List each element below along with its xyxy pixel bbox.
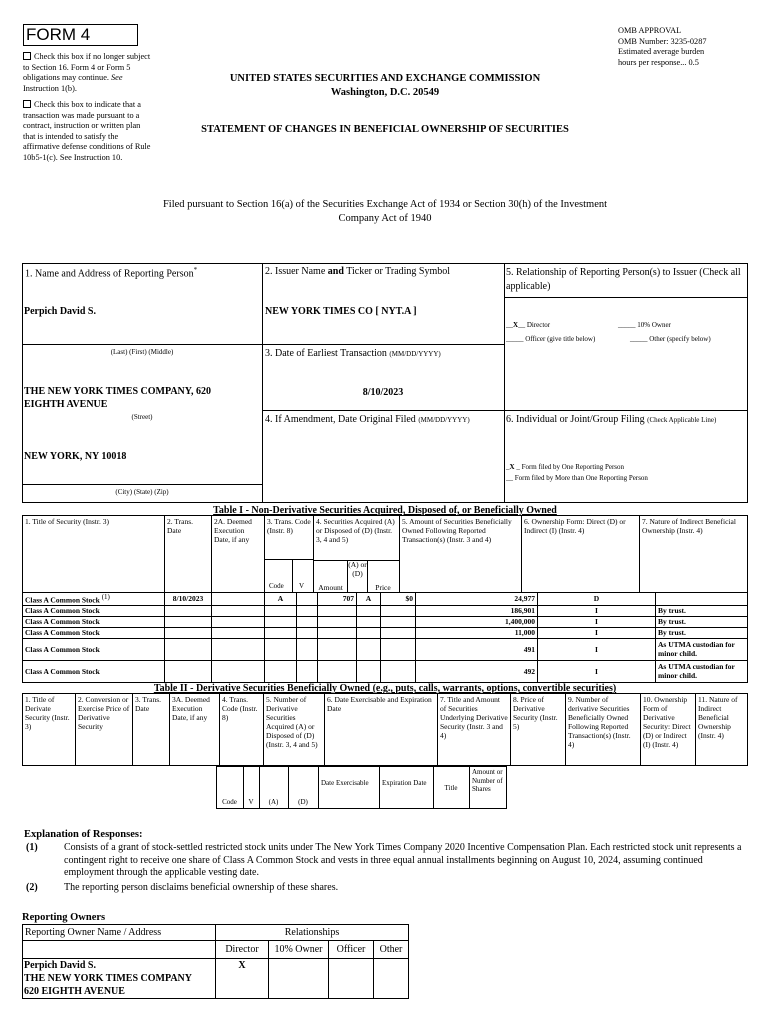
table1-code-sub: Code — [269, 582, 284, 590]
checkbox-no-longer-subject[interactable]: Check this box if no longer subject to Section 16. Form 4 or Form 5 obligations may continue. See Instruction 1(b). — [23, 52, 151, 93]
cell-deemed — [212, 593, 265, 606]
checkbox-rule-10b5[interactable]: Check this box to indicate that a transaction was made pursuant to a contract, instruction or written plan that is intended to satisfy the affirmative defense conditions of Rule 10b5-1(c). See Instruction 10. — [23, 100, 151, 162]
cell-aord — [357, 660, 381, 682]
omb-approval: OMB APPROVAL OMB Number: 3235-0287 Estimated average burden hours per response... 0.5 — [618, 26, 707, 67]
city-state-zip-label: (City) (State) (Zip) — [115, 488, 169, 496]
table-row — [23, 616, 748, 627]
other-option[interactable]: _____ Other (specify below) — [630, 335, 711, 343]
cell-deemed — [212, 660, 265, 682]
cell-v — [297, 605, 318, 616]
cell-title: Class A Common Stock $^{(1)}$ — [23, 593, 165, 606]
cell-price — [381, 638, 416, 660]
table2-header: 1. Title of Derivate Security (Instr. 3) 2. Conversion or Exercise Price of Derivative Security 3. Trans. Date 3A. Deemed Execution Date, if any 4. Trans. Code (Instr. 8) 5. Number of Derivative Securities Acquired (A) or Disposed of (D) (Instr. 3, 4 and 5) 6. Date Exercisable and Expiration Date 7. Title and Amount of Securities Underlying Derivative Security (Instr. 3 and 4) 8. Price of Derivative Security (Instr. 5) 9. Number of derivative Securities Beneficially Owned Following Reported Transaction(s) (Instr. 4) 10. Ownership Form of Derivative Security: Direct (D) or Indirect (I) (Instr. 4) 11. Nature of Indirect Beneficial Ownership (Instr. 4) — [22, 693, 748, 766]
name-parts-label: (Last) (First) (Middle) — [110, 348, 174, 356]
table2-date-ex-sub: Date Exercisable — [321, 779, 369, 787]
owner-address-2: 620 EIGHTH AVENUE — [24, 986, 125, 997]
cell-code — [265, 616, 297, 627]
cell-owned: 11,000 — [416, 627, 538, 638]
reporting-person-name: Perpich David S. — [24, 306, 96, 317]
table-row — [23, 638, 748, 660]
cell-price — [381, 627, 416, 638]
cell-date: 8/10/2023 — [165, 593, 212, 606]
box6-label: 6. Individual or Joint/Group Filing (Check Applicable Line) — [506, 414, 717, 425]
table1-v-sub: V — [299, 582, 305, 590]
reporting-person-city: NEW YORK, NY 10018 — [24, 451, 127, 462]
checkbox-icon[interactable] — [23, 100, 31, 108]
ten-pct-owner-option[interactable]: _____ 10% Owner — [618, 321, 671, 329]
cell-amount — [318, 627, 357, 638]
reporting-person-company: THE NEW YORK TIMES COMPANY, 620 EIGHTH AVENUE — [24, 386, 212, 410]
table-row — [23, 660, 748, 682]
cell-amount — [318, 605, 357, 616]
table2-code-sub: Code — [222, 798, 237, 806]
filing-one-person[interactable]: _X _ Form filed by One Reporting Person — [506, 463, 625, 471]
cell-nature: By trust. — [656, 616, 748, 627]
cell-deemed — [212, 616, 265, 627]
cell-amount — [318, 616, 357, 627]
cell-date — [165, 627, 212, 638]
cell-nature — [656, 593, 748, 606]
form-title: FORM 4 — [23, 24, 138, 46]
cell-v — [297, 638, 318, 660]
reporting-owners-table: Reporting Owner Name / Address Relationships Director 10% Owner Officer Other Perpich David S. THE NEW YORK TIMES COMPANY 620 EIGHTH AVENUE X — [22, 924, 409, 999]
cell-amount: 707 — [318, 593, 357, 606]
cell-date — [165, 616, 212, 627]
cell-v — [297, 627, 318, 638]
street-label: (Street) — [131, 413, 153, 421]
cell-price — [381, 660, 416, 682]
cell-owned: 491 — [416, 638, 538, 660]
explanation-2: (2) The reporting person disclaims beneficial ownership of these shares. — [26, 882, 339, 893]
issuer-name: NEW YORK TIMES CO [ NYT.A ] — [265, 306, 417, 317]
commission-city: Washington, D.C. 20549 — [330, 87, 440, 98]
owner-name: Perpich David S. — [24, 960, 96, 971]
cell-date — [165, 638, 212, 660]
cell-code: A — [265, 593, 297, 606]
reporting-box-frame — [22, 263, 748, 503]
cell-form: D — [538, 593, 656, 606]
cell-code — [265, 627, 297, 638]
cell-nature: As UTMA custodian for minor child. — [656, 660, 748, 682]
cell-deemed — [212, 638, 265, 660]
cell-price: $0 — [381, 593, 416, 606]
cell-date — [165, 660, 212, 682]
cell-owned: 186,901 — [416, 605, 538, 616]
cell-owned: 24,977 — [416, 593, 538, 606]
cell-code — [265, 605, 297, 616]
cell-form: I — [538, 616, 656, 627]
director-option[interactable]: __X__ Director — [506, 321, 551, 329]
table2-title-sub: Title — [444, 784, 458, 792]
cell-title: Class A Common Stock — [23, 616, 165, 627]
cell-code — [265, 660, 297, 682]
cell-title: Class A Common Stock — [23, 660, 165, 682]
table1-rows — [22, 592, 748, 683]
cell-amount — [318, 638, 357, 660]
cell-code — [265, 638, 297, 660]
cell-nature: By trust. — [656, 605, 748, 616]
statement-title: STATEMENT OF CHANGES IN BENEFICIAL OWNERSHIP OF SECURITIES — [201, 124, 569, 135]
box2-label: 2. Issuer Name and Ticker or Trading Symbol — [265, 266, 451, 277]
checkbox-icon[interactable] — [23, 52, 31, 60]
cell-owned: 1,400,000 — [416, 616, 538, 627]
cell-title: Class A Common Stock — [23, 605, 165, 616]
cell-aord — [357, 627, 381, 638]
cell-form: I — [538, 638, 656, 660]
explanation-title: Explanation of Responses: — [24, 829, 143, 840]
explanation-1: (1) Consists of a grant of stock-settled restricted stock units under The New York Times Company 2020 Incentive Compensation Plan. Each restricted stock unit represents a contingent right to receive one share of Class A Common Stock and vests in three equal annual installments beginning on August 10, 2024, assuming continued employment through the applicable vesting date. — [26, 842, 742, 878]
cell-amount — [318, 660, 357, 682]
filing-multiple-persons[interactable]: __ Form filed by More than One Reporting Person — [506, 474, 648, 482]
box1-label: 1. Name and Address of Reporting Person* — [25, 266, 198, 280]
table-row — [23, 605, 748, 616]
cell-nature: By trust. — [656, 627, 748, 638]
cell-owned: 492 — [416, 660, 538, 682]
commission-name: UNITED STATES SECURITIES AND EXCHANGE COMMISSION — [229, 73, 541, 84]
cell-nature: As UTMA custodian for minor child. — [656, 638, 748, 660]
table1-title: Table I - Non-Derivative Securities Acquired, Disposed of, or Beneficially Owned — [213, 505, 557, 516]
box3-label: 3. Date of Earliest Transaction (MM/DD/YYYY) — [265, 348, 441, 359]
table2-amount-sub: Amount or Number of Shares — [472, 768, 503, 793]
cell-aord: A — [357, 593, 381, 606]
reporting-owners-title: Reporting Owners — [22, 912, 106, 923]
filed-pursuant: Filed pursuant to Section 16(a) of the Securities Exchange Act of 1934 or Section 30(h) of the Investment Company Act of 1940 — [162, 199, 608, 224]
cell-title: Class A Common Stock — [23, 638, 165, 660]
cell-title: Class A Common Stock — [23, 627, 165, 638]
cell-aord — [357, 605, 381, 616]
owner-director-mark: X — [216, 959, 269, 999]
cell-price — [381, 605, 416, 616]
table2-a-sub: (A) — [268, 798, 279, 806]
cell-aord — [357, 616, 381, 627]
cell-v — [297, 616, 318, 627]
cell-price — [381, 616, 416, 627]
table2-title: Table II - Derivative Securities Beneficially Owned (e.g., puts, calls, warrants, options, convertible securities) — [153, 683, 617, 694]
cell-aord — [357, 638, 381, 660]
table-row — [23, 627, 748, 638]
cell-v — [297, 593, 318, 606]
earliest-transaction-date: 8/10/2023 — [362, 387, 404, 398]
cell-date — [165, 605, 212, 616]
table1-header: 1. Title of Security (Instr. 3) 2. Trans. Date 2A. Deemed Execution Date, if any 3. Trans. Code (Instr. 8) 4. Securities Acquired (A) or Disposed of (D) (Instr. 3, 4 and 5) Amount (A) or (D) Price 5. Amount of Securities Beneficially Owned Following Reported Transaction(s) (Instr. 3 and 4) 6. Ownership Form: Direct (D) or Indirect (I) (Instr. 4) 7. Nature of Indirect Beneficial Ownership (Instr. 4) — [22, 515, 748, 593]
owner-address-1: THE NEW YORK TIMES COMPANY — [24, 973, 192, 984]
cell-form: I — [538, 627, 656, 638]
table2-v-sub: V — [248, 798, 254, 806]
table2-exp-sub: Expiration Date — [382, 779, 427, 787]
cell-v — [297, 660, 318, 682]
table-row — [23, 593, 748, 606]
cell-deemed — [212, 605, 265, 616]
box5-label: 5. Relationship of Reporting Person(s) to Issuer (Check all applicable) — [506, 267, 741, 292]
table2-d-sub: (D) — [298, 798, 308, 806]
box4-label: 4. If Amendment, Date Original Filed (MM/DD/YYYY) — [265, 414, 470, 425]
cell-deemed — [212, 627, 265, 638]
officer-option[interactable]: _____ Officer (give title below) — [506, 335, 596, 343]
cell-form: I — [538, 660, 656, 682]
cell-form: I — [538, 605, 656, 616]
